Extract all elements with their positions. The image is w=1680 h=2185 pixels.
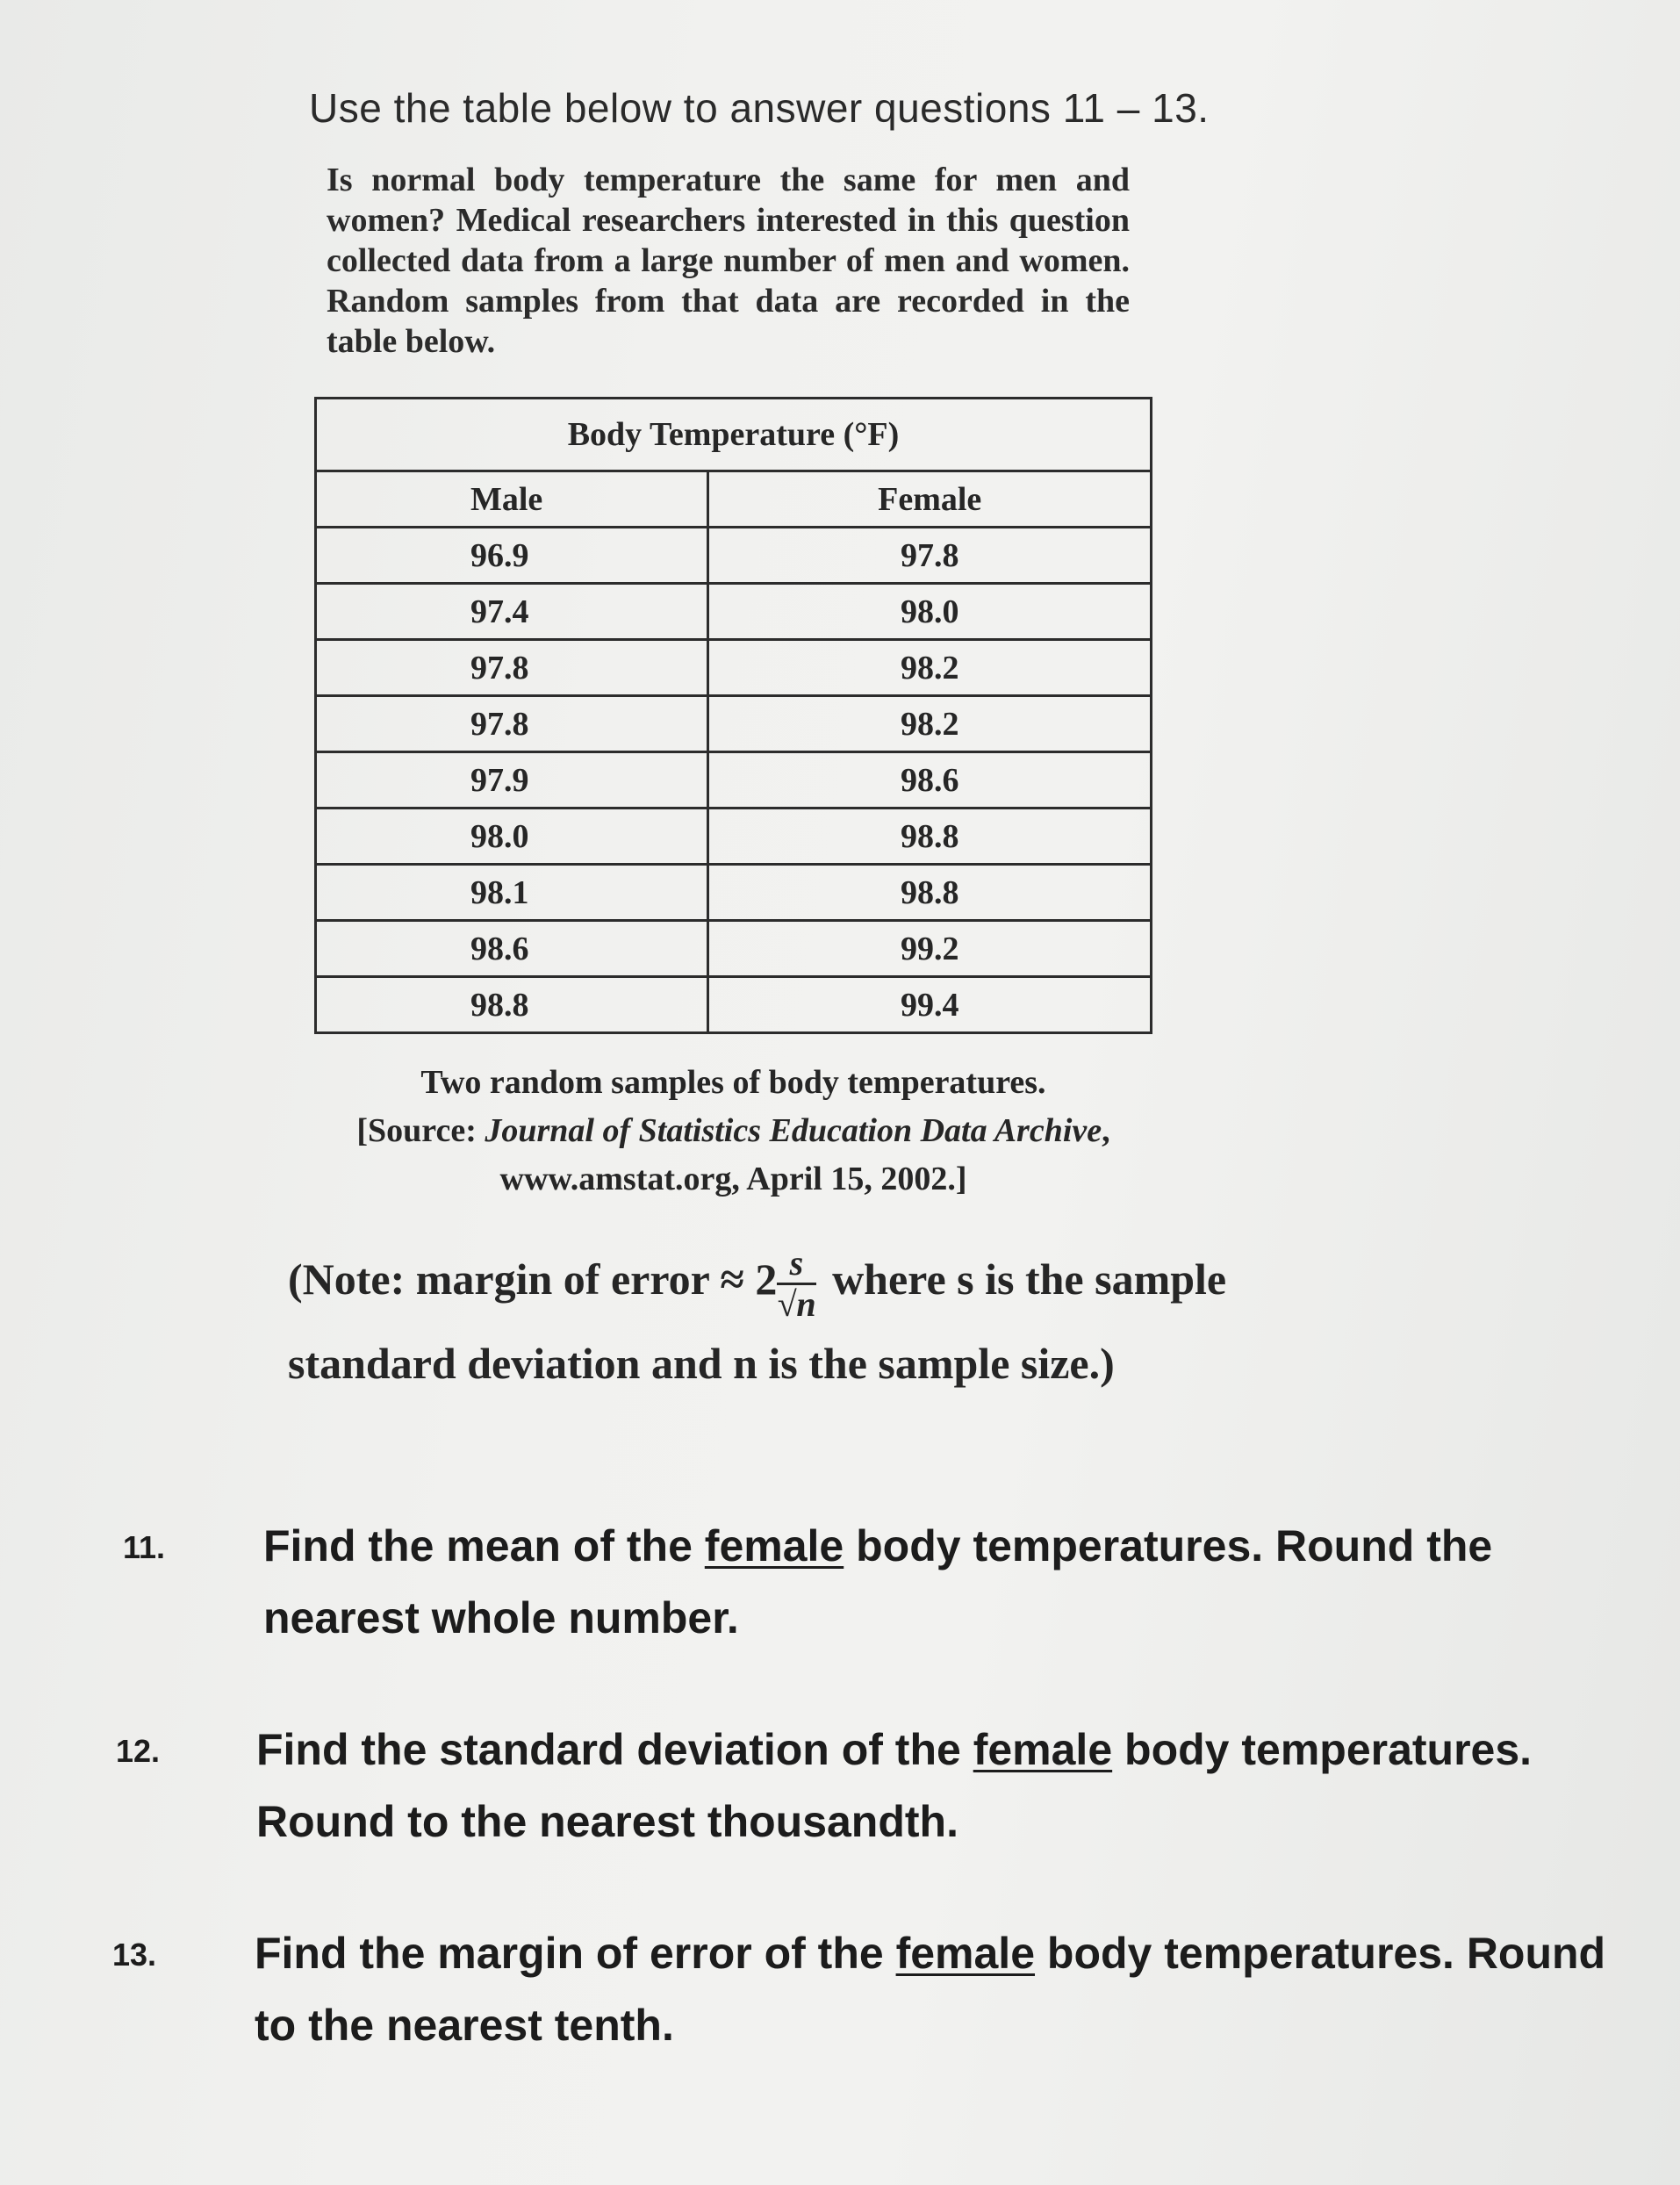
body-temperature-table — [314, 397, 1152, 1034]
question-11 — [263, 1510, 1580, 1654]
table-row — [316, 696, 1152, 752]
question-text: Find the margin of error of the — [255, 1929, 896, 1978]
table-title: Body Temperature (°F) — [316, 399, 1152, 471]
female-cell: 98.6 — [708, 752, 1152, 809]
caption-source — [314, 1107, 1152, 1204]
fraction-numerator: s — [777, 1246, 815, 1285]
male-cell: 97.8 — [316, 696, 708, 752]
emphasis-female: female — [973, 1725, 1113, 1774]
table-header-row — [316, 471, 1152, 528]
female-cell: 98.2 — [708, 640, 1152, 696]
female-cell: 98.8 — [708, 865, 1152, 921]
note-text-after: where s is the sample standard deviation and n is the sample size.) — [288, 1254, 1227, 1389]
male-cell: 98.6 — [316, 921, 708, 977]
male-cell: 97.4 — [316, 584, 708, 640]
source-journal: Journal of Statistics Education Data Archive — [485, 1112, 1102, 1149]
table-row — [316, 584, 1152, 640]
question-12 — [256, 1714, 1643, 1858]
table-row — [316, 752, 1152, 809]
question-number: 11. — [123, 1529, 166, 1565]
table-row — [316, 640, 1152, 696]
table-caption — [314, 1059, 1152, 1204]
table-row — [316, 809, 1152, 865]
table-row — [316, 528, 1152, 584]
column-header-male: Male — [316, 471, 708, 528]
male-cell: 98.0 — [316, 809, 708, 865]
fraction-denominator: √n — [777, 1284, 816, 1325]
male-cell: 98.1 — [316, 865, 708, 921]
instructions-heading: Use the table below to answer questions 11 – 13. — [309, 85, 1210, 131]
question-number: 12. — [116, 1733, 161, 1769]
source-prefix: [Source: — [356, 1112, 485, 1149]
male-cell: 97.8 — [316, 640, 708, 696]
margin-of-error-note — [288, 1238, 1315, 1405]
table-row — [316, 865, 1152, 921]
question-number: 13. — [112, 1937, 157, 1973]
source-suffix: , www.amstat.org, April 15, 2002.] — [499, 1112, 1110, 1197]
question-text: Find the standard deviation of the — [256, 1725, 973, 1774]
question-text: Find the mean of the — [263, 1521, 705, 1570]
question-text: body temperatures. Round to the nearest thousandth. — [256, 1725, 1533, 1846]
female-cell: 97.8 — [708, 528, 1152, 584]
male-cell: 96.9 — [316, 528, 708, 584]
emphasis-female: female — [704, 1521, 844, 1570]
column-header-female: Female — [708, 471, 1152, 528]
question-13 — [255, 1917, 1624, 2061]
male-cell: 98.8 — [316, 977, 708, 1033]
female-cell: 99.2 — [708, 921, 1152, 977]
caption-line: Two random samples of body temperatures. — [420, 1064, 1046, 1101]
formula-fraction — [777, 1243, 816, 1325]
female-cell: 99.4 — [708, 977, 1152, 1033]
male-cell: 97.9 — [316, 752, 708, 809]
intro-paragraph: Is normal body temperature the same for men and women? Medical researchers interested in this question collected data from a large number of men and women. Random samples from that data are recorded in the table below. — [327, 162, 1130, 360]
question-text: body temperatures. Round the nearest whole number. — [263, 1521, 1493, 1642]
female-cell: 98.8 — [708, 809, 1152, 865]
note-text-before: (Note: margin of error ≈ 2 — [288, 1254, 778, 1304]
female-cell: 98.2 — [708, 696, 1152, 752]
question-text: body temperatures. Round to the nearest tenth. — [255, 1929, 1606, 2050]
female-cell: 98.0 — [708, 584, 1152, 640]
table-row — [316, 921, 1152, 977]
emphasis-female: female — [895, 1929, 1036, 1978]
table-row — [316, 977, 1152, 1033]
table-title-row — [316, 399, 1152, 471]
